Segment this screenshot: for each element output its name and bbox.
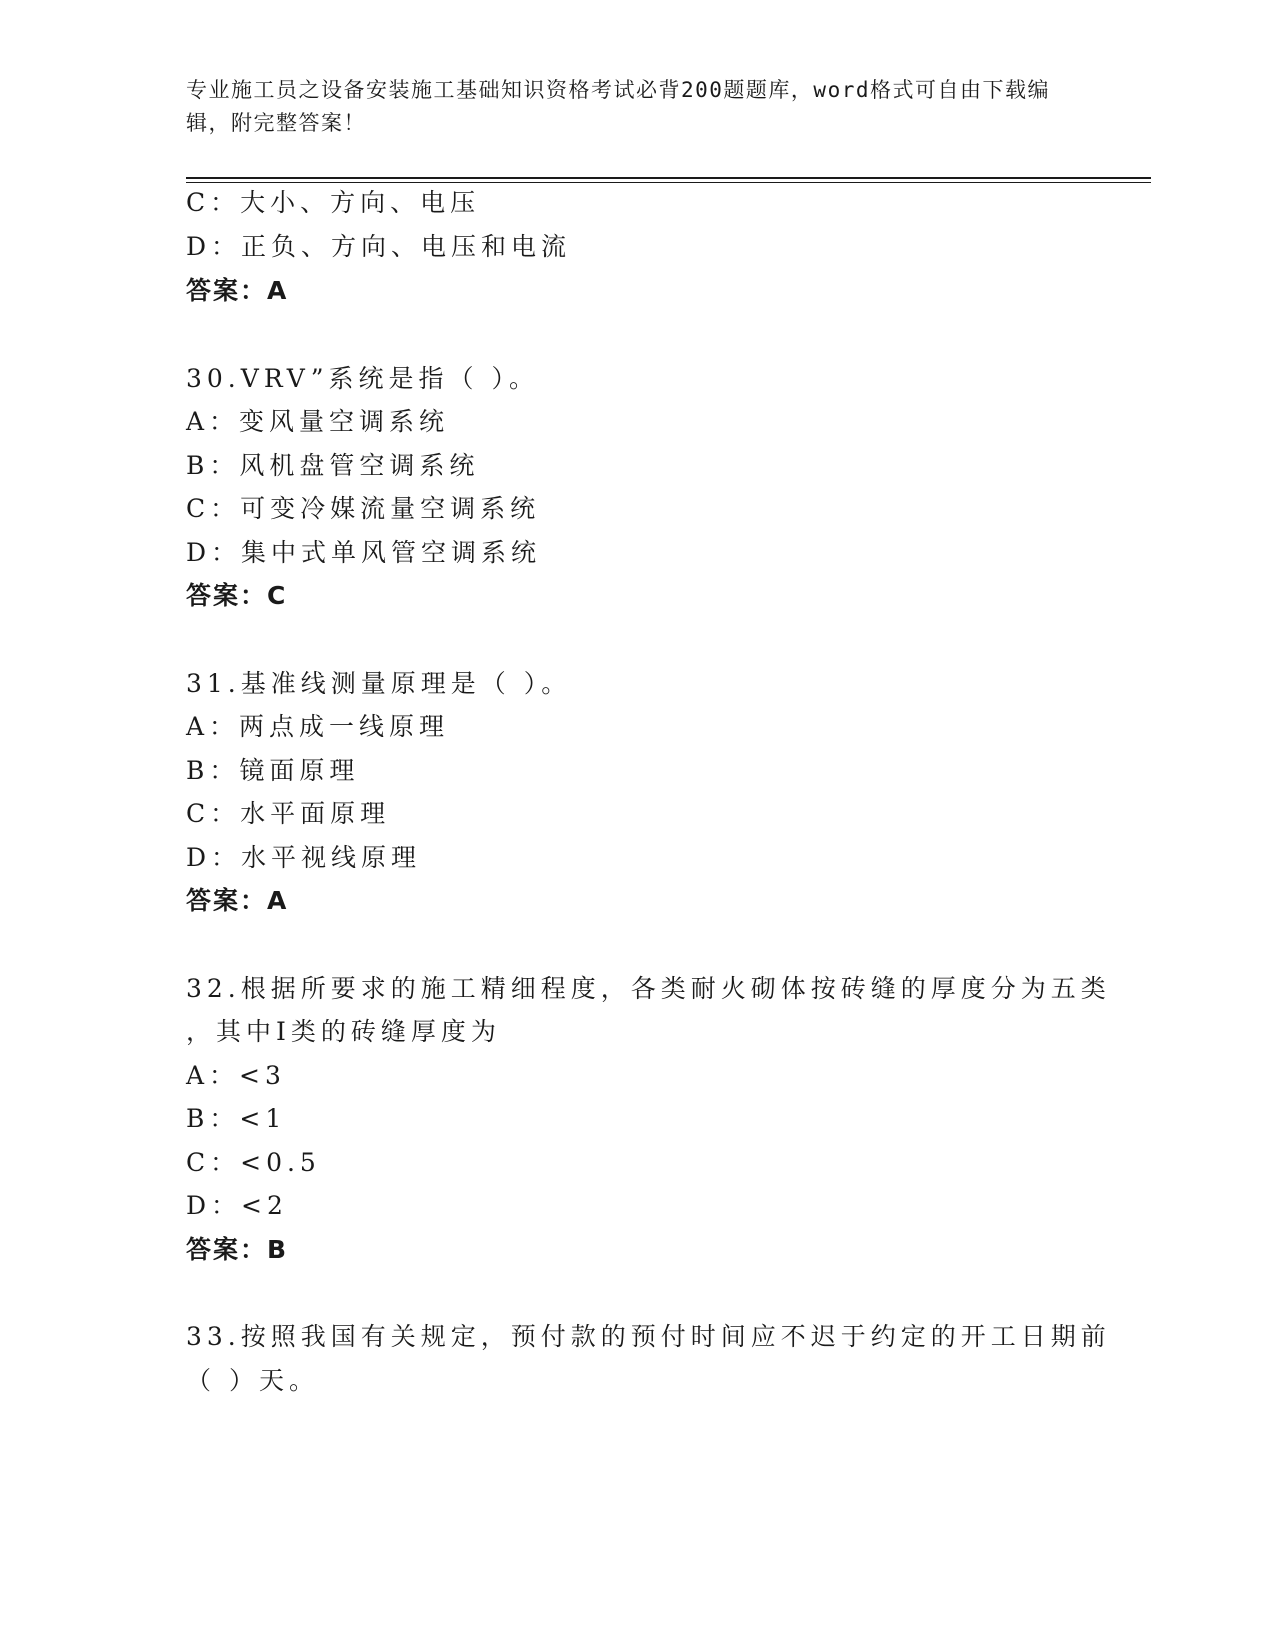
question-30-option-a: A：变风量空调系统 [186, 407, 450, 436]
question-32-option-b: B：<1 [186, 1104, 287, 1133]
question-33-stem-line1: 33.按照我国有关规定，预付款的预付时间应不迟于约定的开工日期前 [186, 1322, 1111, 1351]
option-c: C：大小、方向、电压 [186, 188, 481, 217]
question-31-option-a: A：两点成一线原理 [186, 712, 450, 741]
question-31-option-d: D：水平视线原理 [186, 843, 422, 872]
question-32-stem-line1: 32.根据所要求的施工精细程度，各类耐火砌体按砖缝的厚度分为五类 [186, 974, 1111, 1003]
question-32-stem-line2: ，其中Ⅰ类的砖缝厚度为 [186, 1017, 501, 1046]
question-32-option-a: A：<3 [186, 1061, 286, 1090]
option-d: D：正负、方向、电压和电流 [186, 232, 572, 261]
question-30-answer: 答案：C [186, 581, 288, 610]
question-30-option-b: B：风机盘管空调系统 [186, 451, 480, 480]
question-30-option-c: C：可变冷媒流量空调系统 [186, 494, 541, 523]
question-31-option-c: C：水平面原理 [186, 799, 391, 828]
answer: 答案：A [186, 276, 289, 305]
question-31-stem: 31.基准线测量原理是（ ）。 [186, 669, 572, 698]
question-32-answer: 答案：B [186, 1235, 289, 1264]
question-33-stem-line2: （ ）天。 [186, 1366, 319, 1395]
question-30-stem: 30.VRV”系统是指（ ）。 [186, 364, 539, 393]
question-32-option-c: C：<0.5 [186, 1148, 321, 1177]
question-31-answer: 答案：A [186, 886, 289, 915]
question-32-option-d: D：<2 [186, 1191, 288, 1220]
page-header: 专业施工员之设备安装施工基础知识资格考试必背200题题库，word格式可自由下载编辑，附完整答案！ [186, 78, 1050, 135]
question-31-option-b: B：镜面原理 [186, 756, 360, 785]
header-rule [186, 177, 1151, 183]
question-30-option-d: D：集中式单风管空调系统 [186, 538, 542, 567]
